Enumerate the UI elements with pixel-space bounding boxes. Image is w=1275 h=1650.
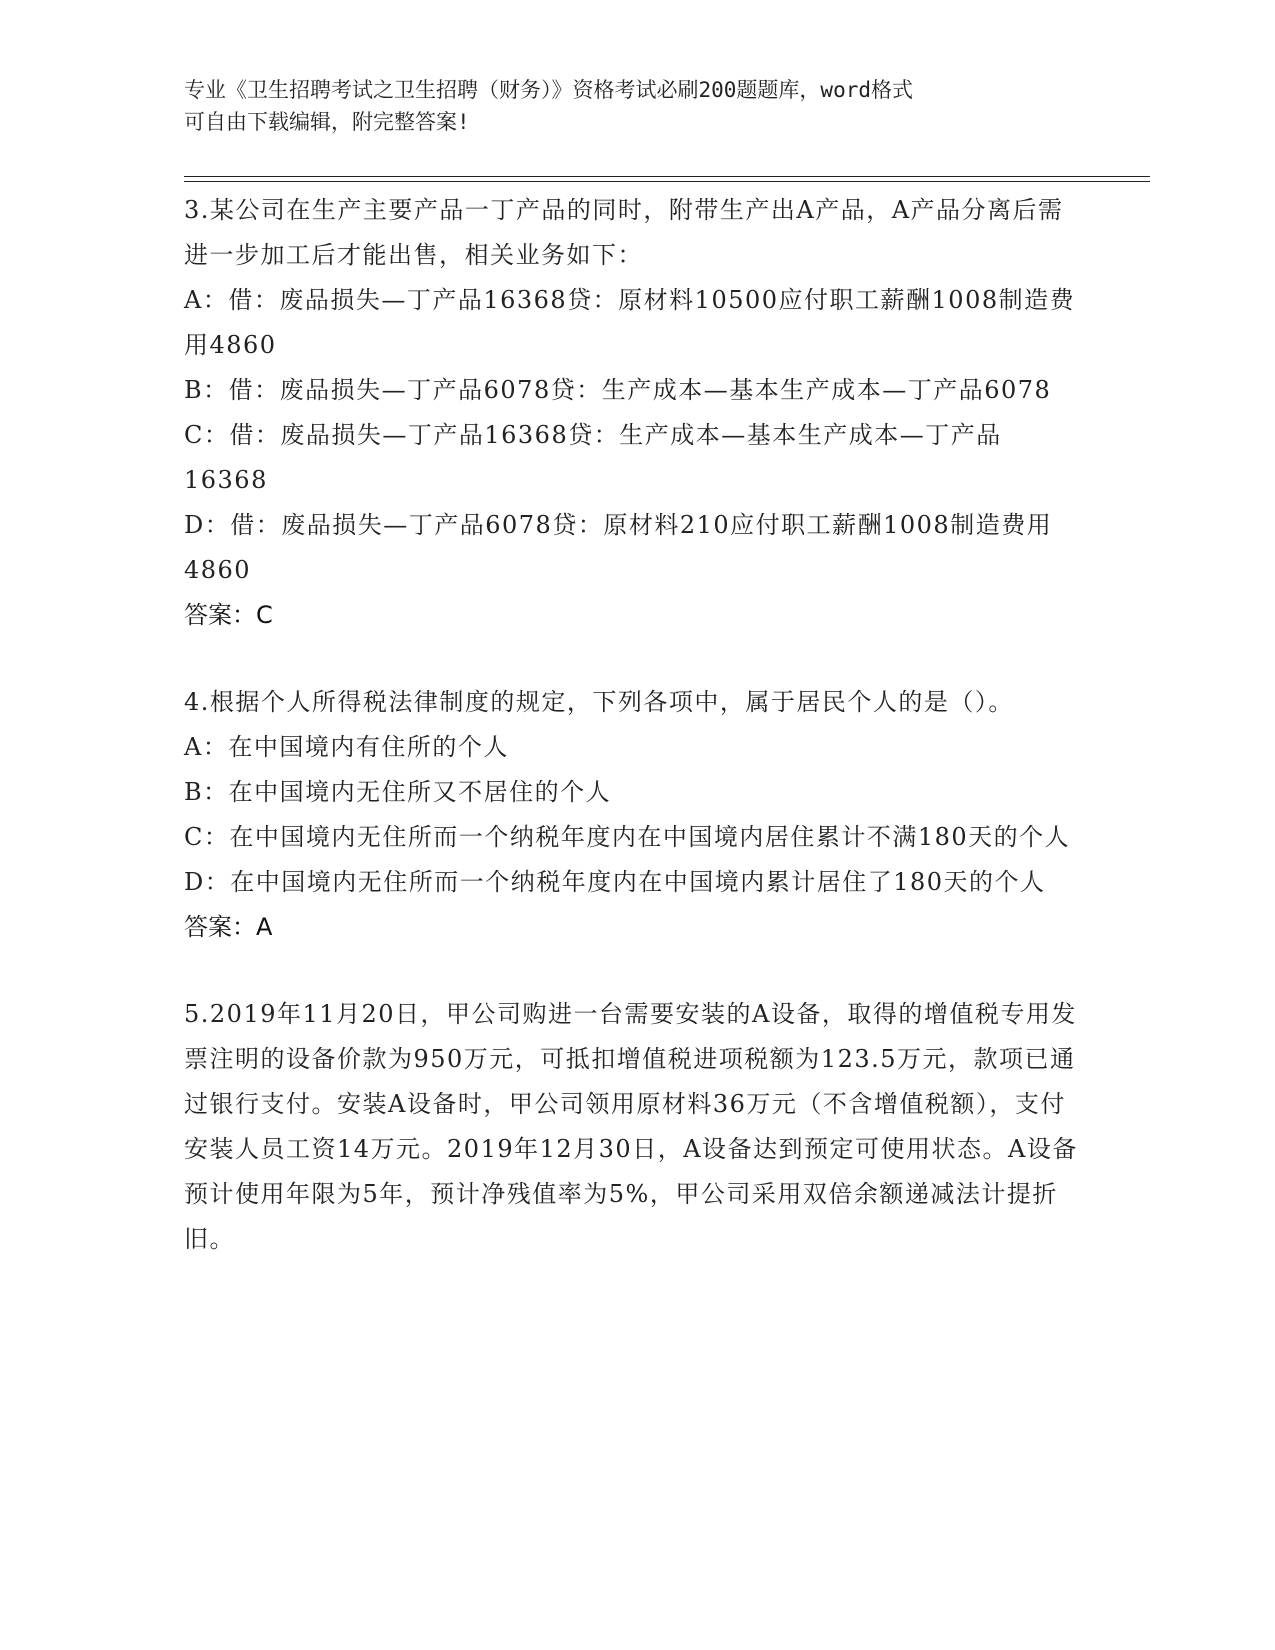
option-a: A：在中国境内有住所的个人 [184,733,509,761]
header-title-line: 专业《卫生招聘考试之卫生招聘（财务）》资格考试必刷200题题库，word格式 [184,78,913,102]
question-text: 5.2019年11月20日，甲公司购进一台需要安装的A设备，取得的增值税专用发票注明的设备价款为950万元，可抵扣增值税进项税额为123.5万元，款项已通过银行支付。安装A设备时，甲公司领用原材料36万元（不含增值税额），支付安装人员工资14万元。2019年12月30日，A设备达到预定可使用状态。A设备预计使用年限为5年，预计净残值率为5%，甲公司采用双倍余额递减法计提折旧。 [184,1000,1078,1253]
question-text: 3.某公司在生产主要产品一丁产品的同时，附带生产出A产品，A产品分离后需进一步加工后才能出售，相关业务如下： [184,196,1064,269]
header-divider-top [184,176,1150,177]
answer-line: 答案：A [184,913,273,941]
header-divider-bottom [184,181,1150,182]
question-4 [184,680,1084,950]
answer-line: 答案：C [184,601,273,629]
question-text: 4.根据个人所得税法律制度的规定，下列各项中，属于居民个人的是（）。 [184,688,1014,716]
option-d: D：借：废品损失—丁产品6078贷：原材料210应付职工薪酬1008制造费用4860 [184,511,1053,584]
header-subtitle-line: 可自由下载编辑，附完整答案! [184,110,470,134]
option-c: C：在中国境内无住所而一个纳税年度内在中国境内居住累计不满180天的个人 [184,823,1071,851]
option-b: B：借：废品损失—丁产品6078贷：生产成本—基本生产成本—丁产品6078 [184,376,1052,404]
question-list [184,188,1084,1304]
option-b: B：在中国境内无住所又不居住的个人 [184,778,612,806]
question-5 [184,992,1084,1262]
question-3 [184,188,1084,638]
document-header [184,74,1074,138]
option-d: D：在中国境内无住所而一个纳税年度内在中国境内累计居住了180天的个人 [184,868,1046,896]
option-a: A：借：废品损失—丁产品16368贷：原材料10500应付职工薪酬1008制造费用4860 [184,286,1076,359]
option-c: C：借：废品损失—丁产品16368贷：生产成本—基本生产成本—丁产品16368 [184,421,1002,494]
